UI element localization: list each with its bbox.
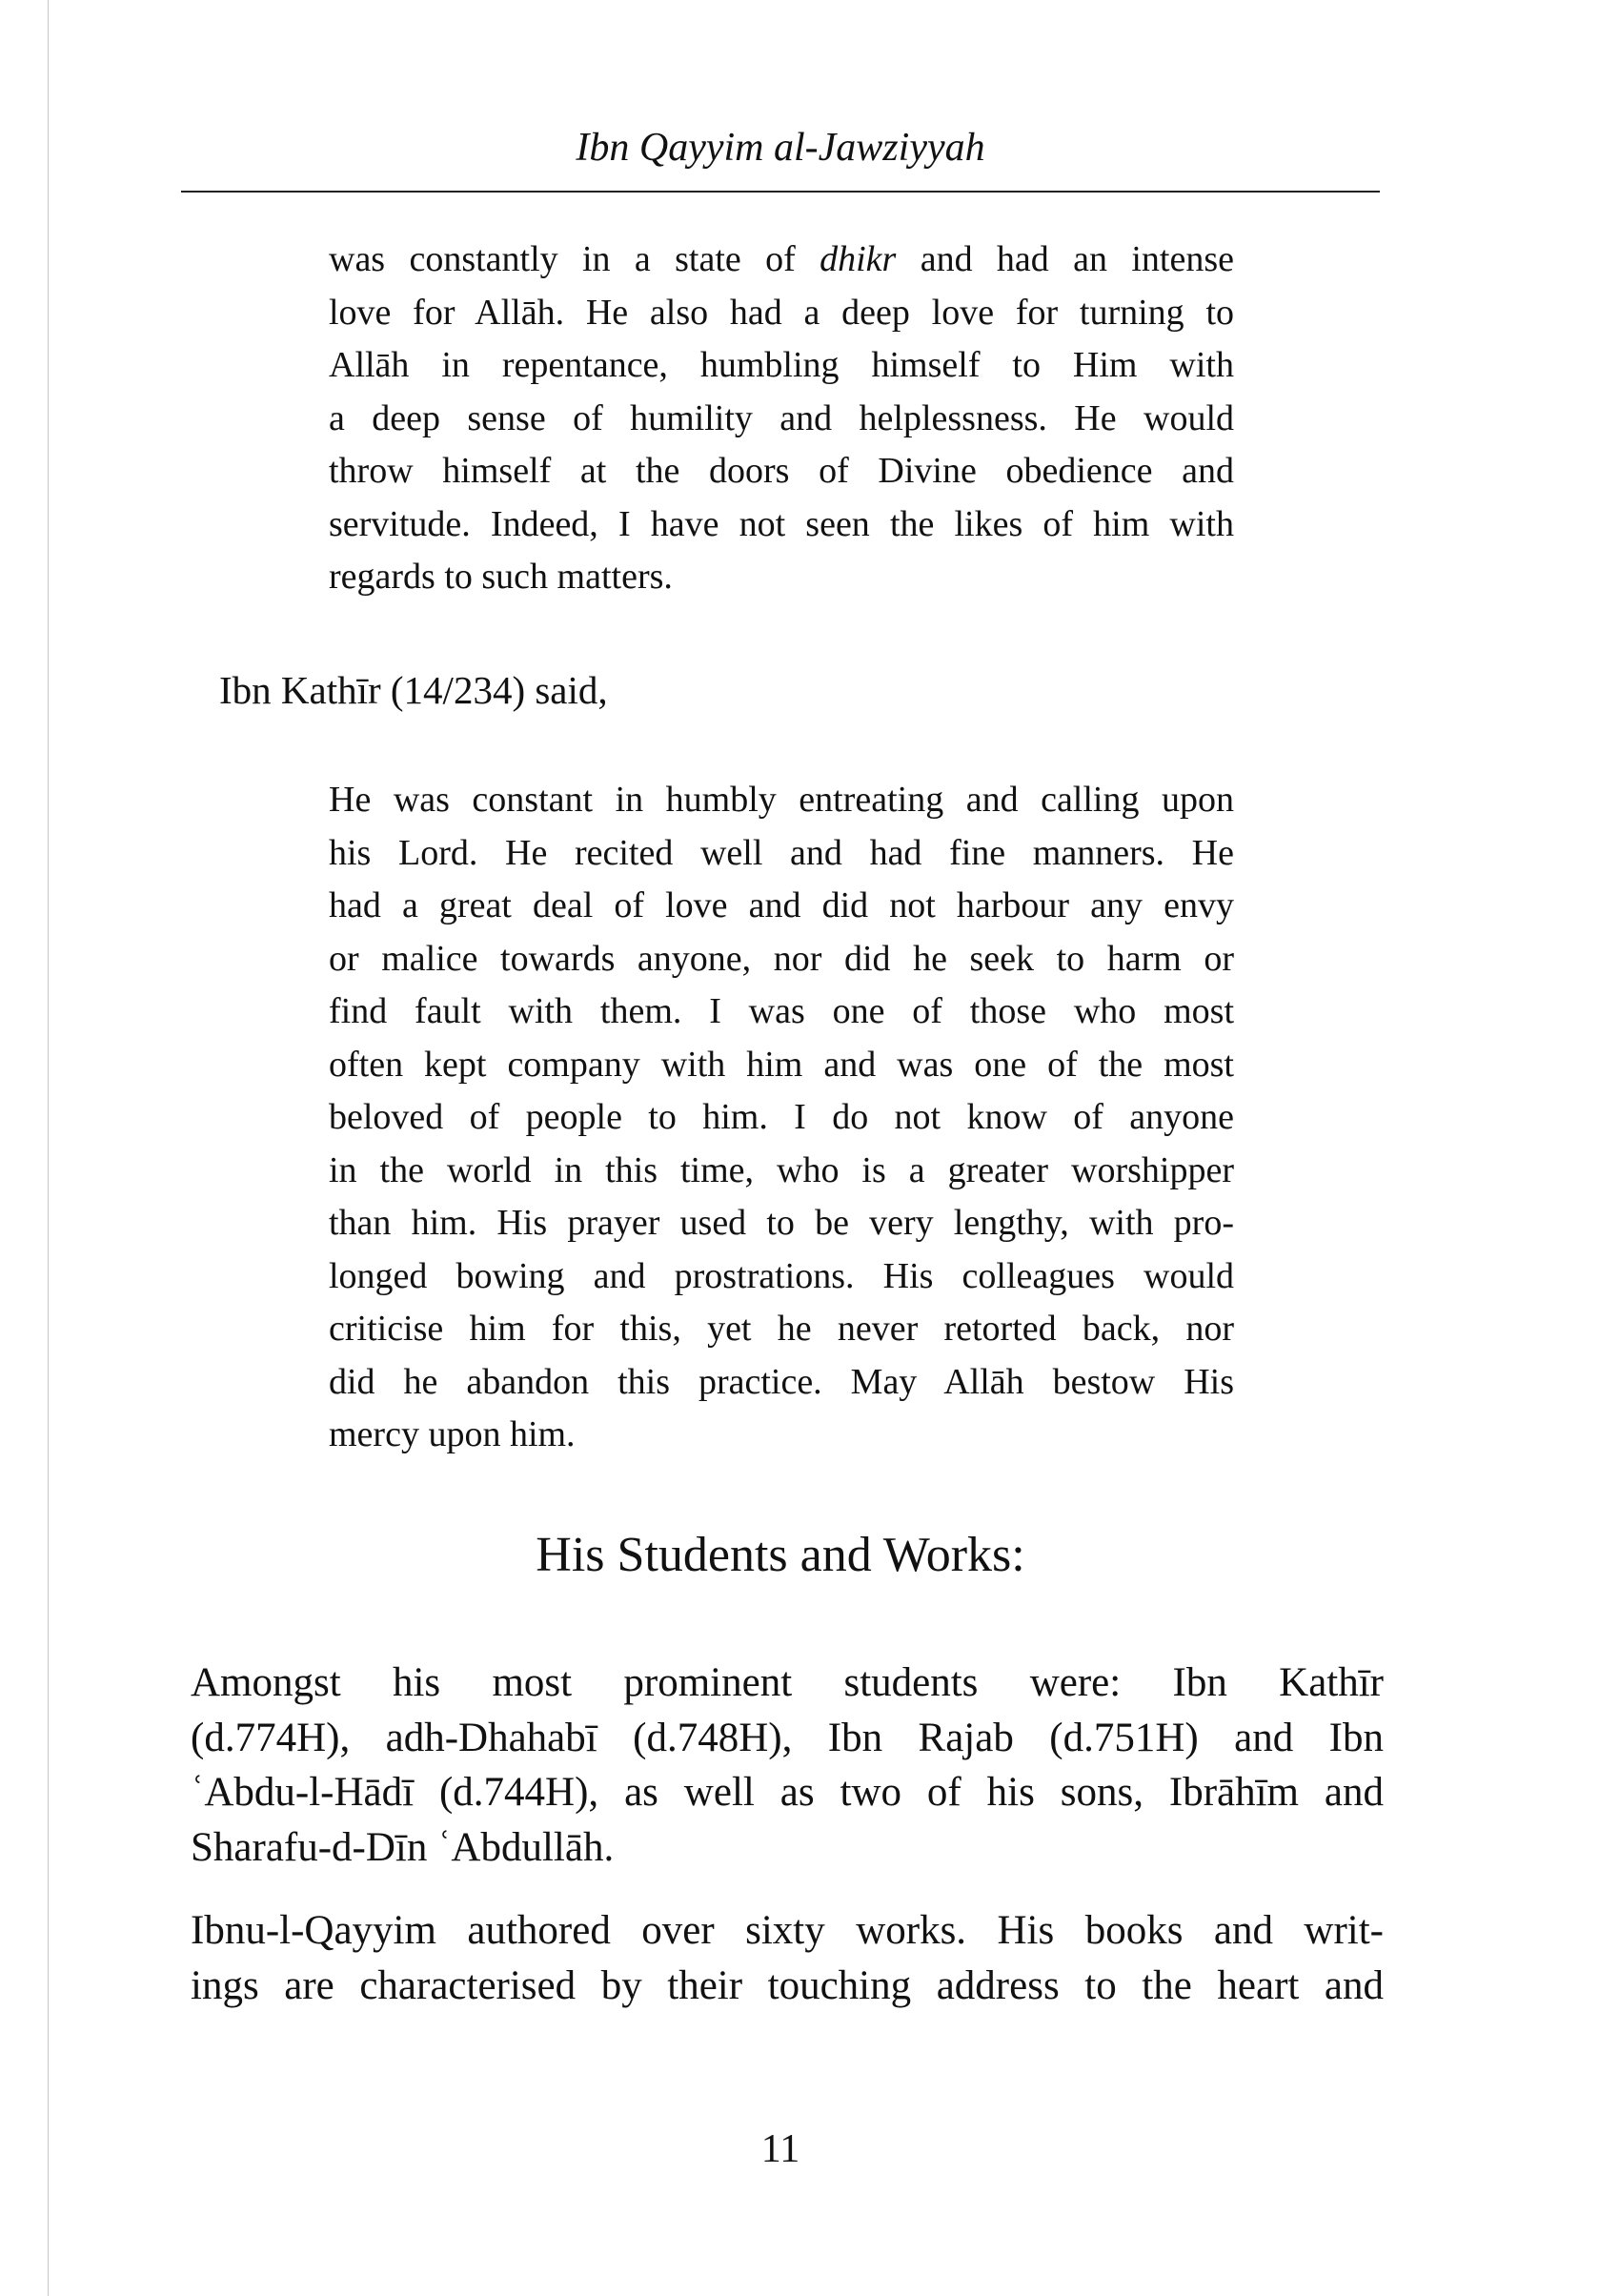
quote-line: beloved of people to him. I do not know of anyone — [329, 1097, 1234, 1137]
quote-line: criticise him for this, yet he never retorted back, nor — [329, 1309, 1234, 1349]
binding-edge — [48, 0, 49, 2296]
quote-line: regards to such matters. — [329, 557, 673, 597]
paragraph-line: Amongst his most prominent students were: Ibn Kathīr — [191, 1660, 1384, 1705]
quote-line: find fault with them. I was one of those who most — [329, 991, 1234, 1031]
quote-line: in the world in this time, who is a greater worshipper — [329, 1149, 1234, 1190]
quote-line: servitude. Indeed, I have not seen the likes of him with — [329, 503, 1234, 544]
quote-line: did he abandon this practice. May Allāh bestow His — [329, 1361, 1234, 1402]
quote-attribution: Ibn Kathīr (14/234) said, — [219, 668, 608, 712]
quote-line: throw himself at the doors of Divine obedience and — [329, 451, 1234, 491]
page-number: 11 — [760, 2127, 800, 2171]
paragraph-line: Ibnu-l-Qayyim authored over sixty works. His books and writ- — [191, 1908, 1384, 1953]
quote-line: love for Allāh. He also had a deep love for turning to — [329, 292, 1234, 333]
quote-line: was constantly in a state of dhikr and had an intense — [329, 239, 1234, 279]
paragraph-line: ʿAbdu-l-Hādī (d.744H), as well as two of his sons, Ibrāhīm and — [191, 1770, 1384, 1815]
quote-line: had a great deal of love and did not harbour any envy — [329, 885, 1234, 925]
running-head: Ibn Qayyim al-Jawziyyah — [576, 126, 985, 170]
quote-line: a deep sense of humility and helplessness. He would — [329, 397, 1234, 438]
quote-line: mercy upon him. — [329, 1414, 576, 1454]
quote-line: Allāh in repentance, humbling himself to Him with — [329, 345, 1234, 385]
block-quote-1 — [329, 234, 1234, 604]
block-quote-2 — [329, 774, 1234, 1462]
quote-line: than him. His prayer used to be very lengthy, with pro- — [329, 1203, 1234, 1243]
paragraph-students — [191, 1656, 1384, 1875]
paragraph-line: (d.774H), adh-Dhahabī (d.748H), Ibn Rajab (d.751H) and Ibn — [191, 1715, 1384, 1760]
dhikr-term: dhikr — [820, 239, 897, 279]
paragraph-line: ings are characterised by their touching address to the heart and — [191, 1962, 1384, 2008]
quote-line: his Lord. He recited well and had fine manners. He — [329, 832, 1234, 873]
quote-line: or malice towards anyone, nor did he seek to harm or — [329, 938, 1234, 979]
quote-line: He was constant in humbly entreating and calling upon — [329, 780, 1234, 820]
section-heading: His Students and Works: — [536, 1528, 1025, 1582]
header-rule — [181, 191, 1380, 193]
paragraph-works — [191, 1903, 1384, 2013]
quote-line: longed bowing and prostrations. His colleagues would — [329, 1255, 1234, 1296]
quote-line: often kept company with him and was one of the most — [329, 1044, 1234, 1085]
paragraph-line: Sharafu-d-Dīn ʿAbdullāh. — [191, 1824, 615, 1870]
